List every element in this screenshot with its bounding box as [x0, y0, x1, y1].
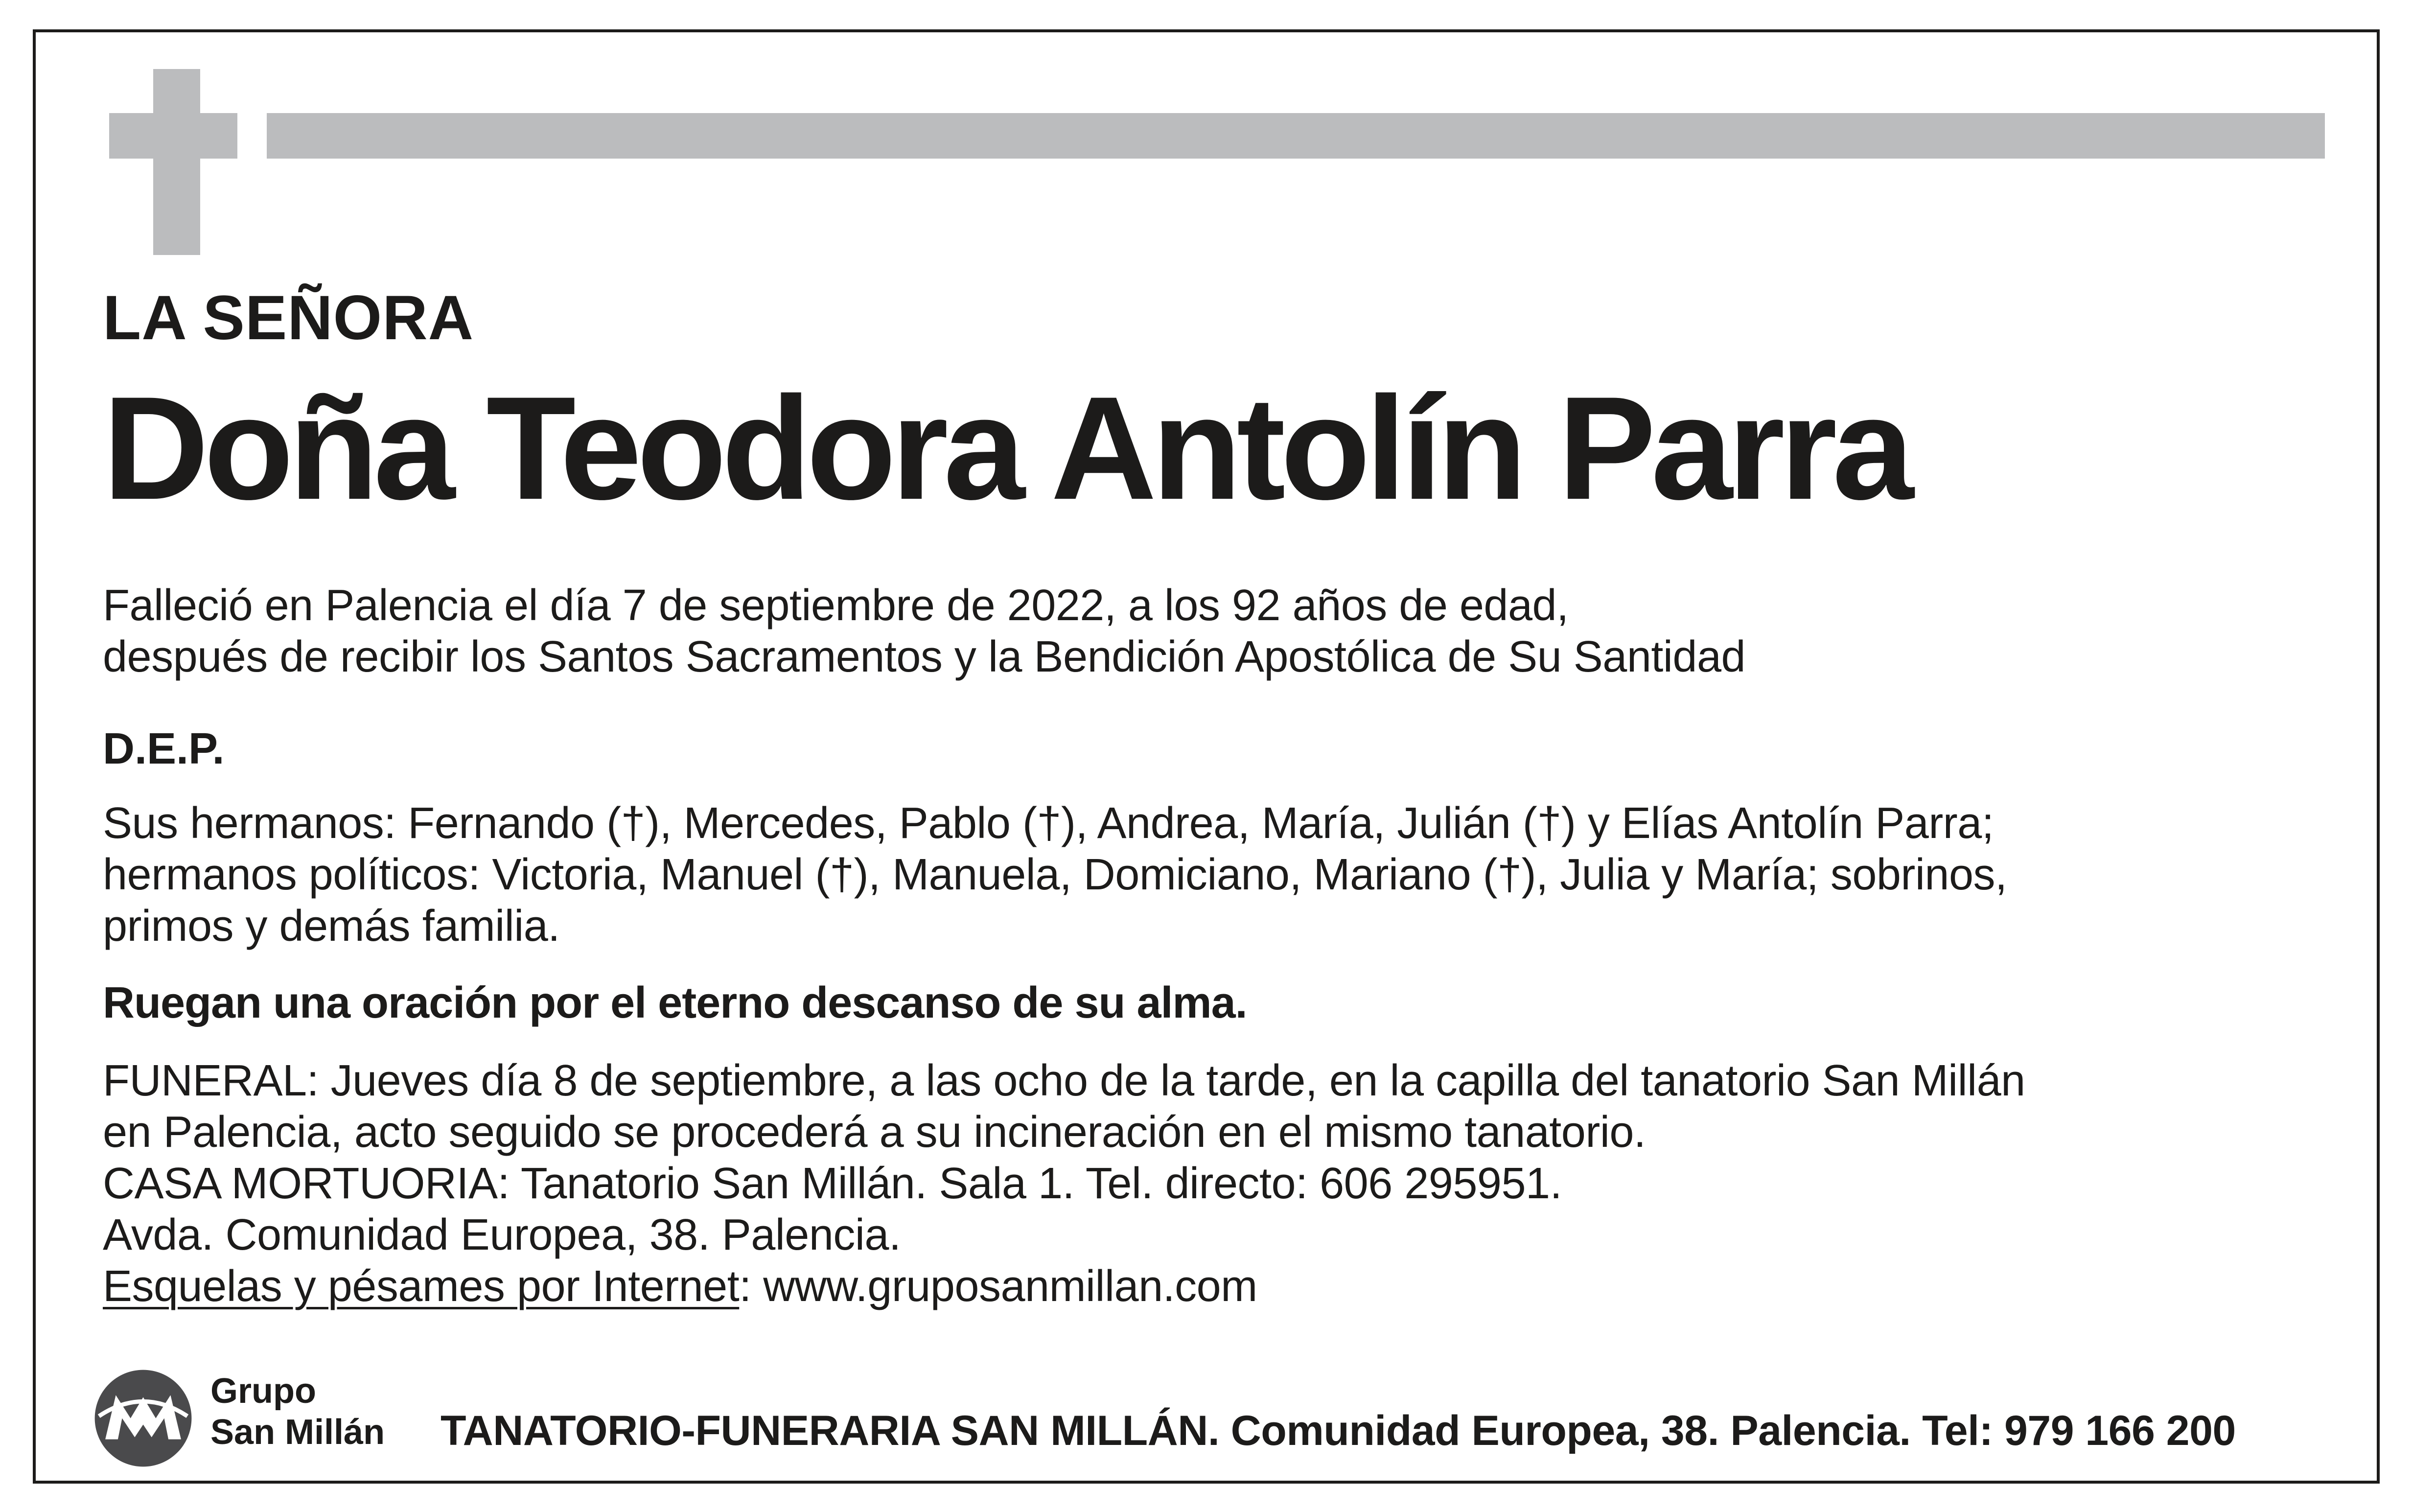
header-rule: [267, 113, 2325, 159]
cross-vertical-bar: [153, 69, 200, 255]
honorific: LA SEÑORA: [103, 283, 474, 353]
death-notice-line: Falleció en Palencia el día 7 de septiembre de 2022, a los 92 años de edad,: [103, 581, 1569, 630]
death-notice-line: después de recibir los Santos Sacramentos y la Bendición Apostólica de Su Santidad: [103, 632, 1746, 681]
internet-separator: :: [739, 1262, 764, 1311]
grupo-san-millan-logo-icon: [91, 1366, 196, 1471]
internet-url: www.gruposanmillan.com: [763, 1262, 1257, 1311]
family-line: primos y demás familia.: [103, 902, 560, 951]
dep-abbreviation: D.E.P.: [103, 724, 225, 773]
internet-line: [103, 1261, 2025, 1312]
funeral-line: en Palencia, acto seguido se procederá a su incineración en el mismo tanatorio.: [103, 1108, 1646, 1157]
family-line: hermanos políticos: Victoria, Manuel (†), Manuela, Domiciano, Mariano (†), Julia y María; sobrinos,: [103, 850, 2007, 899]
logo-line: San Millán: [210, 1413, 385, 1452]
funeral-line: Avda. Comunidad Europea, 38. Palencia.: [103, 1210, 901, 1259]
death-notice: [103, 580, 1745, 683]
internet-label: Esquelas y pésames por Internet: [103, 1262, 740, 1311]
footer-contact: TANATORIO-FUNERARIA SAN MILLÁN. Comunidad Europea, 38. Palencia. Tel: 979 166 200: [441, 1407, 2236, 1454]
funeral-details: [103, 1055, 2025, 1312]
logo-wordmark: [210, 1371, 385, 1453]
family-line: Sus hermanos: Fernando (†), Mercedes, Pablo (†), Andrea, María, Julián (†) y Elías Antolín Parra;: [103, 799, 1994, 848]
prayer-request: Ruegan una oración por el eterno descanso de su alma.: [103, 978, 1247, 1027]
cross-horizontal-bar: [109, 113, 237, 159]
family-list: [103, 798, 2007, 952]
funeral-line: FUNERAL: Jueves día 8 de septiembre, a las ocho de la tarde, en la capilla del tanatorio San Millán: [103, 1056, 2025, 1105]
logo-line: Grupo: [210, 1372, 316, 1411]
deceased-name: Doña Teodora Antolín Parra: [103, 366, 1909, 530]
funeral-line: CASA MORTUORIA: Tanatorio San Millán. Sala 1. Tel. directo: 606 295951.: [103, 1159, 1562, 1208]
